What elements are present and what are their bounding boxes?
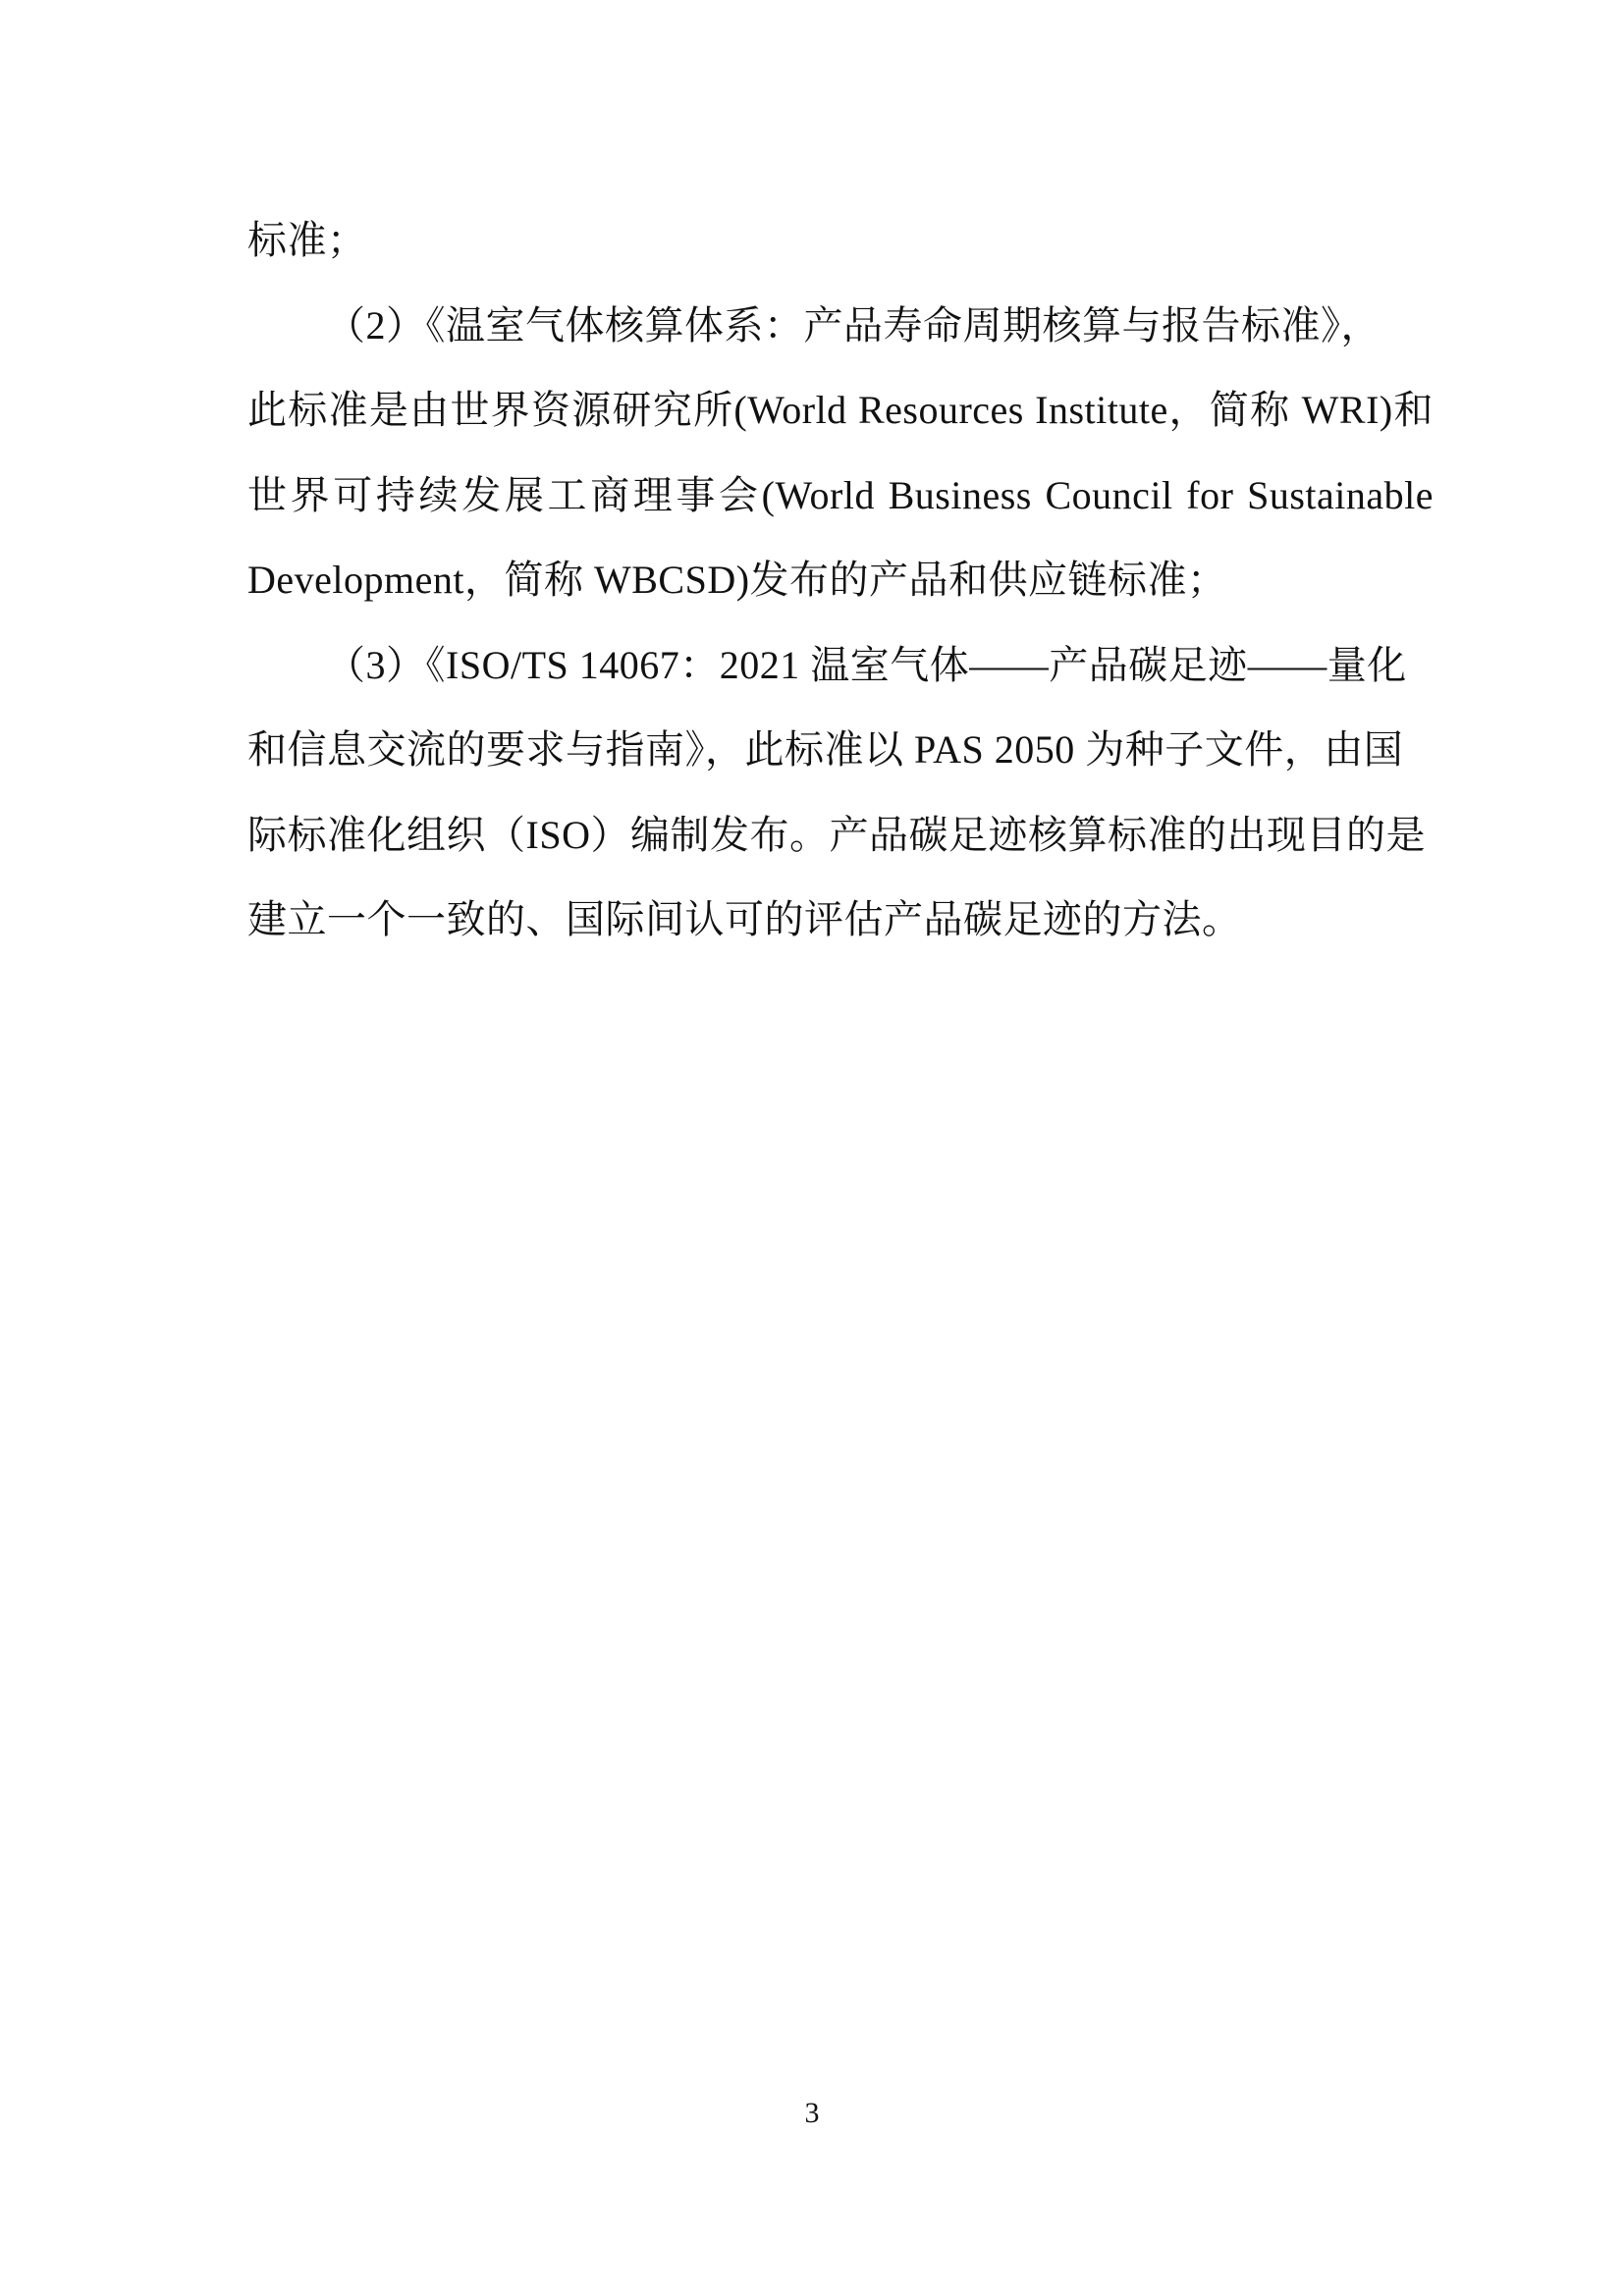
body-text [247, 198, 1434, 963]
page-number: 3 [804, 2097, 820, 2129]
text-line: 和信息交流的要求与指南》，此标准以 PAS 2050 为种子文件，由国 [247, 727, 1404, 772]
text-line: 建立一个一致的、国际间认可的评估产品碳足迹的方法。 [247, 897, 1242, 941]
text-line: 标准； [247, 218, 367, 262]
text-line: 世界可持续发展工商理事会(World Business Council for Sustainable [247, 472, 1434, 517]
text-line: （3）《ISO/TS 14067：2021 温室气体——产品碳足迹——量化 [326, 642, 1407, 687]
text-line: 此标准是由世界资源研究所(World Resources Institute，简称 WRI)和 [247, 388, 1434, 432]
page-footer [0, 2097, 1624, 2130]
text-line: Development，简称 WBCSD)发布的产品和供应链标准； [247, 558, 1227, 602]
text-line: （2）《温室气体核算体系：产品寿命周期核算与报告标准》， [326, 302, 1380, 347]
text-line: 际标准化组织（ISO）编制发布。产品碳足迹核算标准的出现目的是 [247, 812, 1426, 857]
